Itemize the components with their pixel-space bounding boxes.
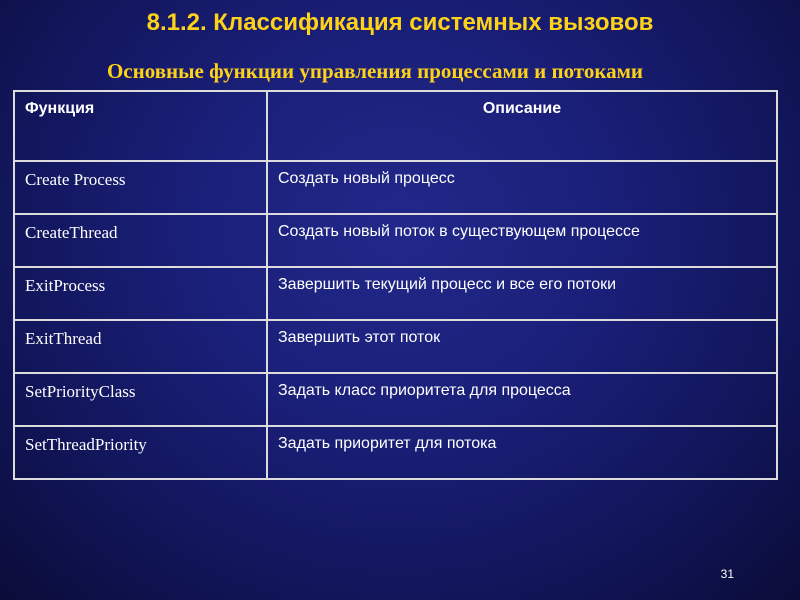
table-row [14, 373, 777, 426]
function-name-cell: CreateThread [14, 214, 267, 267]
function-name-cell: SetPriorityClass [14, 373, 267, 426]
functions-table [13, 90, 778, 480]
function-description-cell: Задать приоритет для потока [267, 426, 777, 479]
function-description-cell: Завершить этот поток [267, 320, 777, 373]
function-name-cell: SetThreadPriority [14, 426, 267, 479]
slide-title: 8.1.2. Классификация системных вызовов [146, 9, 654, 36]
function-description-cell: Завершить текущий процесс и все его потоки [267, 267, 777, 320]
table-header-row [14, 91, 777, 161]
table-row [14, 214, 777, 267]
function-name-cell: ExitProcess [14, 267, 267, 320]
column-header-description: Описание [267, 91, 777, 161]
function-description-cell: Создать новый процесс [267, 161, 777, 214]
table-row [14, 161, 777, 214]
column-header-function: Функция [14, 91, 267, 161]
slide-subtitle: Основные функции управления процессами и потоками [106, 59, 644, 83]
function-description-cell: Создать новый поток в существующем процессе [267, 214, 777, 267]
table-row [14, 426, 777, 479]
table-row [14, 320, 777, 373]
function-name-cell: Create Process [14, 161, 267, 214]
table-row [14, 267, 777, 320]
function-description-cell: Задать класс приоритета для процесса [267, 373, 777, 426]
page-number: 31 [720, 567, 734, 581]
function-name-cell: ExitThread [14, 320, 267, 373]
